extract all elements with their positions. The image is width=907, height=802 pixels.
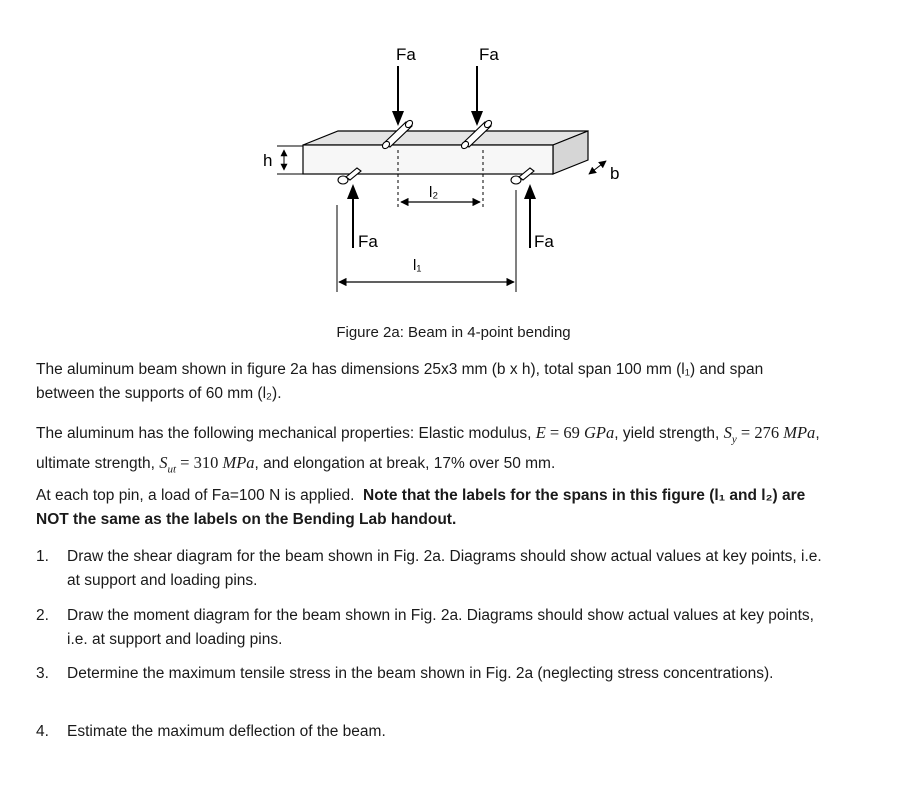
beam-front-face xyxy=(303,145,553,174)
dimension-b xyxy=(589,161,606,174)
span-total-label: l₁ xyxy=(413,257,422,274)
span-inner-label: l₂ xyxy=(429,184,439,201)
dimension-h xyxy=(277,146,303,174)
beam-figure xyxy=(0,0,907,320)
paragraph-properties: The aluminum has the following mechanical properties: Elastic modulus, E = 69 GPa, yield strength, $S_y = 276$ MPa, ultimate strength, $S_{ut} = 310$ MPa, and elongation at break, 17% over 50 mm. xyxy=(36,423,820,476)
figure-caption: Figure 2a: Beam in 4-point bending xyxy=(336,324,571,341)
reaction-arrow-left xyxy=(337,184,359,292)
ultimate-strength-expr: $S_{ut} = 310$ MPa xyxy=(159,453,255,476)
reaction-label-right: Fa xyxy=(534,232,554,251)
note-bold: Note that the labels for the spans in this figure (l₁ and l₂) are NOT the same as the labels on the Bending Lab handout. xyxy=(36,487,806,528)
elastic-modulus-expr: E = 69 GPa xyxy=(535,423,615,442)
yield-strength-expr: $S_y = 276$ MPa xyxy=(723,423,816,446)
load-arrow-right xyxy=(471,66,483,126)
beam-top-face xyxy=(303,131,588,145)
width-label: b xyxy=(610,164,620,183)
reaction-arrow-right xyxy=(516,184,536,292)
load-label-right: Fa xyxy=(479,45,499,64)
beam xyxy=(303,131,588,174)
paragraph-dimensions: The aluminum beam shown in figure 2a has dimensions 25x3 mm (b x h), total span 100 mm (l₁) and span between the supports of 60 mm (l₂). xyxy=(36,361,764,402)
height-label: h xyxy=(263,151,273,170)
paragraph-load: At each top pin, a load of Fa=100 N is applied. Note that the labels for the spans in this figure (l₁ and l₂) are NOT the same as the labels on the Bending Lab handout. xyxy=(36,487,806,528)
load-label-left: Fa xyxy=(396,45,416,64)
reaction-label-left: Fa xyxy=(358,232,378,251)
load-arrow-left xyxy=(392,66,404,126)
